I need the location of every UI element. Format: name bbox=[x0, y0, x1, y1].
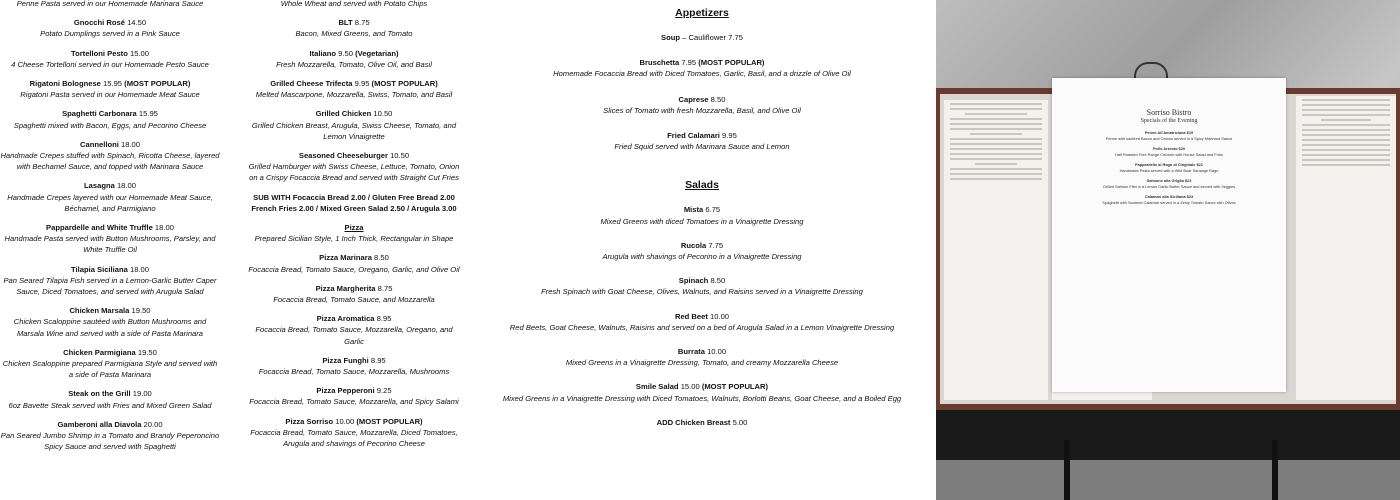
menu-item-name: Cannelloni bbox=[80, 139, 119, 149]
menu-item-header bbox=[0, 305, 220, 316]
menu-item-price: 8.50 bbox=[374, 253, 389, 263]
menu-item-name: Burrata bbox=[677, 347, 705, 357]
menu-item-name: BLT bbox=[338, 18, 353, 28]
menu-item-header bbox=[500, 32, 904, 43]
menu-item-header bbox=[246, 355, 462, 366]
special-description: Spaghetti with Sauteed Calamari served in a Zesty Tomato Sauce with Olives bbox=[1102, 199, 1236, 205]
left-menu-sheet bbox=[944, 100, 1048, 400]
menu-item-name: Seasoned Cheeseburger bbox=[298, 151, 388, 161]
menu-item-price: 8.95 bbox=[370, 355, 386, 365]
menu-item-name: Tilapia Siciliana bbox=[71, 264, 128, 274]
menu-item-description: Grilled Hamburger with Swiss Cheese, Lettuce, Tomato, Onion on a Crispy Focaccia Bread and served with Straight Cut Fries bbox=[248, 162, 460, 183]
menu-item-price: 19.50 bbox=[137, 347, 157, 357]
menu-item-header bbox=[500, 57, 904, 68]
salads-list bbox=[500, 204, 904, 428]
menu-item bbox=[246, 108, 462, 142]
menu-item-price: 10.00 bbox=[335, 416, 355, 426]
menu-item-name: Pizza Aromatica bbox=[316, 314, 375, 324]
menu-item-description: Focaccia Bread, Tomato Sauce, Mozzarella, and Spicy Salami bbox=[249, 397, 459, 407]
menu-item-name: Pizza bbox=[344, 223, 364, 233]
menu-item bbox=[0, 419, 220, 453]
menu-item-header bbox=[0, 108, 220, 119]
menu-item-price: 9.95 bbox=[354, 79, 370, 89]
menu-column-pasta-entrees bbox=[0, 0, 220, 461]
appetizers-list bbox=[500, 32, 904, 152]
menu-item-name: Pizza Sorriso bbox=[285, 416, 334, 426]
menu-item-description: Mixed Greens with diced Tomatoes in a Vinaigrette Dressing bbox=[600, 216, 804, 226]
menu-item-price: 9.50 bbox=[338, 48, 353, 58]
menu-column-sandwiches-pizza bbox=[246, 0, 462, 457]
menu-stand bbox=[936, 410, 1400, 460]
menu-item-description: Focaccia Bread, Tomato Sauce, Oregano, Garlic, and Olive Oil bbox=[248, 264, 460, 274]
special-description: Grilled Salmon Filet in a Lemon Garlic Butter Sauce and served with Veggies bbox=[1102, 183, 1236, 189]
menu-item-header bbox=[500, 204, 904, 215]
menu-item-header bbox=[500, 94, 904, 105]
menu-item-price: 7.75 bbox=[708, 240, 724, 250]
menu-item-header bbox=[500, 240, 904, 251]
menu-item-name: Red Beet bbox=[674, 311, 708, 321]
menu-item-price: 9.95 bbox=[722, 131, 737, 141]
menu-item-tag: (MOST POPULAR) bbox=[371, 79, 438, 89]
menu-item-header bbox=[246, 385, 462, 396]
special-name: Pollo Arrosto $20 bbox=[1152, 146, 1186, 151]
menu-item bbox=[0, 108, 220, 130]
menu-item-description: Whole Wheat and served with Potato Chips bbox=[280, 0, 428, 8]
menu-item-description: Grilled Chicken Breast, Arugula, Swiss Cheese, Tomato, and Lemon Vinaigrette bbox=[251, 120, 457, 141]
menu-item bbox=[500, 417, 904, 428]
menu-item-description: Focaccia Bread, Tomato Sauce, Mozzarella, Oregano, and Garlic bbox=[255, 325, 453, 346]
menu-item-price: 10.50 bbox=[373, 109, 393, 119]
menu-item-header bbox=[246, 108, 462, 119]
menu-item-name: Chicken Marsala bbox=[69, 306, 130, 316]
menu-item-price: 18.00 bbox=[129, 264, 149, 274]
menu-item-header bbox=[246, 313, 462, 324]
menu-item-price: 6.75 bbox=[705, 205, 721, 215]
menu-item-header bbox=[500, 417, 904, 428]
menu-item-header bbox=[246, 416, 462, 427]
salads-section-title: Salads bbox=[685, 179, 719, 192]
menu-item-price: 10.50 bbox=[390, 151, 410, 161]
menu-item-price: 15.95 bbox=[103, 79, 123, 89]
menu-item-header bbox=[246, 48, 462, 59]
menu-item-description: Fresh Spinach with Goat Cheese, Olives, Walnuts, and Raisins served in a Vinaigrette Dressing bbox=[541, 287, 863, 297]
menu-item-description: Slices of Tomato with fresh Mozzarella, Basil, and Olive Oil bbox=[603, 105, 801, 115]
special-name: Calamari alla Siciliana $23 bbox=[1144, 194, 1194, 199]
menu-item-price: 8.50 bbox=[710, 276, 726, 286]
special-item bbox=[1052, 178, 1286, 189]
menu-item-description: Handmade Crepes layered with our Homemade Meat Sauce, Béchamel, and Parmigiano bbox=[7, 192, 213, 213]
menu-item-header bbox=[246, 150, 462, 161]
menu-item-price: 15.00 bbox=[129, 48, 149, 58]
menu-item bbox=[246, 416, 462, 450]
menu-item bbox=[0, 264, 220, 298]
menu-item-tag: (MOST POPULAR) bbox=[698, 58, 765, 68]
menu-item-name: Steak on the Grill bbox=[68, 389, 131, 399]
menu-item-header bbox=[0, 222, 220, 233]
special-name: Salmone alla Griglia $23 bbox=[1146, 178, 1192, 183]
specials-sheet-title: Sorriso Bistro bbox=[1146, 108, 1192, 117]
menu-item-name: Fried Calamari bbox=[667, 131, 720, 141]
menu-item bbox=[500, 381, 904, 403]
restaurant-menu-photo bbox=[936, 0, 1400, 500]
menu-item-header bbox=[500, 346, 904, 357]
menu-item-price: 7.95 bbox=[681, 58, 697, 68]
menu-item bbox=[500, 130, 904, 152]
menu-item bbox=[0, 305, 220, 339]
special-name: Penne All'Amatriciana $19 bbox=[1144, 130, 1194, 135]
menu-item-name: Soup bbox=[661, 33, 681, 42]
menu-item-tag: (MOST POPULAR) bbox=[356, 416, 423, 426]
special-item bbox=[1052, 162, 1286, 173]
menu-item-header bbox=[0, 139, 220, 150]
menu-item bbox=[246, 17, 462, 39]
menu-item bbox=[500, 240, 904, 262]
menu-item-description: Pan Seared Tilapia Fish served in a Lemon-Garlic Butter Caper Sauce, Diced Tomatoes, and served with Arugula Salad bbox=[3, 275, 217, 297]
menu-item-header bbox=[500, 130, 904, 141]
menu-item-header bbox=[500, 311, 904, 322]
special-name: Pappardelle al Ragu di Cinghiale $21 bbox=[1135, 162, 1203, 167]
menu-item bbox=[246, 48, 462, 70]
menu-item-description: Handmade Crepes stuffed with Spinach, Ricotta Cheese, layered with Bechamel Sauce, and topped with Marinara Sauce bbox=[0, 151, 220, 172]
menu-sub-options: SUB WITH Focaccia Bread 2.00 / Gluten Free Bread 2.00 French Fries 2.00 / Mixed Green Salad 2.50 / Arugula 3.00 bbox=[251, 192, 457, 213]
menu-item-name: Lasagna bbox=[84, 181, 115, 191]
menu-item bbox=[0, 139, 220, 173]
menu-item-header bbox=[0, 388, 220, 399]
menu-item-header bbox=[246, 78, 462, 89]
menu-item-description: Prepared Sicilian Style, 1 Inch Thick, Rectangular in Shape bbox=[254, 234, 454, 244]
menu-item-price: 18.00 bbox=[120, 139, 140, 149]
menu-item-description: Mixed Greens in a Vinaigrette Dressing, Tomato, and creamy Mozzarella Cheese bbox=[565, 358, 839, 368]
menu-item-name: Pappardelle and White Truffle bbox=[46, 223, 153, 233]
menu-item-name: Grilled Cheese Trifecta bbox=[270, 79, 353, 89]
menu-item-header bbox=[0, 180, 220, 191]
menu-item bbox=[500, 311, 904, 333]
menu-item-description: Melted Mascarpone, Mozzarella, Swiss, Tomato, and Basil bbox=[255, 90, 453, 100]
menu-item-price: 18.00 bbox=[116, 181, 136, 191]
menu-item bbox=[246, 313, 462, 347]
menu-item-description: Fried Squid served with Marinara Sauce and Lemon bbox=[614, 142, 790, 152]
menu-item-header bbox=[0, 264, 220, 275]
menu-item bbox=[246, 252, 462, 274]
menu-item-header bbox=[500, 381, 904, 392]
menu-item-name: Pizza Marinara bbox=[319, 253, 372, 263]
menu-item-name: Spinach bbox=[678, 276, 709, 286]
special-item bbox=[1052, 194, 1286, 205]
menu-item-price: 8.95 bbox=[376, 314, 392, 324]
menu-item-name: Pizza Pepperoni bbox=[316, 386, 375, 396]
menu-item-price: 9.25 bbox=[376, 386, 392, 396]
menu-item-price: 15.95 bbox=[138, 109, 158, 119]
menu-item-price: 10.00 bbox=[710, 311, 730, 321]
menu-item-description: Focaccia Bread, Tomato Sauce, and Mozzarella bbox=[273, 295, 435, 305]
menu-item-description: Chicken Scaloppine prepared Parmigiana Style and served with a side of Pasta Marinara bbox=[2, 359, 218, 380]
menu-item-price: 18.00 bbox=[154, 223, 174, 233]
special-description: Penne with sautéed Bacon and Onions served in a Spicy Marinara Sauce bbox=[1105, 135, 1233, 141]
menu-item-name: Italiano bbox=[309, 48, 337, 58]
menu-item-price: 5.00 bbox=[732, 417, 748, 427]
menu-item-description: Bacon, Mixed Greens, and Tomato bbox=[295, 29, 413, 39]
menu-item bbox=[246, 222, 462, 244]
menu-item bbox=[0, 78, 220, 100]
specials-list bbox=[1052, 130, 1286, 205]
menu-item bbox=[246, 355, 462, 377]
menu-item bbox=[246, 78, 462, 100]
menu-item-name: Chicken Parmigiana bbox=[63, 347, 136, 357]
menu-item bbox=[246, 0, 462, 9]
menu-item-description: Penne Pasta served in our Homemade Marinara Sauce bbox=[16, 0, 204, 8]
menu-item bbox=[500, 57, 904, 79]
stand-leg-left bbox=[1064, 440, 1070, 500]
menu-item bbox=[500, 32, 904, 43]
menu-item bbox=[500, 346, 904, 368]
menu-item-price: 8.75 bbox=[354, 18, 370, 28]
menu-item-name: Gnocchi Rosé bbox=[73, 18, 125, 28]
menu-item-name: Grilled Chicken bbox=[315, 109, 372, 119]
menu-item bbox=[500, 275, 904, 297]
menu-item bbox=[0, 222, 220, 256]
menu-item-price: 14.50 bbox=[127, 18, 147, 28]
menu-item-name: Caprese bbox=[678, 94, 709, 104]
menu-item-description: Spaghetti mixed with Bacon, Eggs, and Pecorino Cheese bbox=[13, 120, 207, 130]
menu-item-description: Rigatoni Pasta served in our Homemade Meat Sauce bbox=[20, 90, 200, 100]
menu-item-header bbox=[500, 275, 904, 286]
menu-item-description: Focaccia Bread, Tomato Sauce, Mozzarella, Mushrooms bbox=[258, 367, 450, 377]
menu-item-description: 6oz Bavette Steak served with Fries and Mixed Green Salad bbox=[8, 400, 212, 410]
menu-item-description: Focaccia Bread, Tomato Sauce, Mozzarella, Diced Tomatoes, Arugula and shavings of Pecorino Cheese bbox=[250, 427, 458, 449]
pavement bbox=[936, 460, 1400, 500]
specials-sheet bbox=[1052, 78, 1286, 392]
special-description: Handmade Pasta served with a Wild Boar Sausage Ragu bbox=[1119, 167, 1219, 173]
menu-item bbox=[500, 94, 904, 116]
menu-item-name: Smile Salad bbox=[635, 382, 679, 392]
menu-item bbox=[0, 48, 220, 70]
menu-item bbox=[246, 385, 462, 407]
specials-sheet-subtitle: Specials of the Evening bbox=[1140, 118, 1198, 124]
menu-item-name: Tortelloni Pesto bbox=[71, 48, 128, 58]
menu-item-description: Red Beets, Goat Cheese, Walnuts, Raisins and served on a bed of Arugula Salad in a Lemon Vinaigrette Dressing bbox=[509, 322, 895, 332]
menu-item-header bbox=[0, 347, 220, 358]
menu-item-name: Mista bbox=[683, 205, 704, 215]
stand-leg-right bbox=[1272, 440, 1278, 500]
menu-item-price: 19.50 bbox=[131, 306, 151, 316]
menu-item-description: Pan Seared Jumbo Shrimp in a Tomato and Brandy Peperoncino Spicy Sauce and served with Spaghetti bbox=[0, 431, 220, 452]
menu-item bbox=[500, 204, 904, 226]
menu-item bbox=[0, 180, 220, 214]
right-menu-sheet bbox=[1296, 96, 1396, 400]
menu-item-price: 8.75 bbox=[377, 283, 393, 293]
menu-item-header bbox=[0, 78, 220, 89]
menu-item-name: Rigatoni Bolognese bbox=[29, 79, 101, 89]
special-item bbox=[1052, 130, 1286, 141]
menu-item-name: Spaghetti Carbonara bbox=[62, 109, 137, 119]
menu-item-header bbox=[246, 283, 462, 294]
menu-item-price: – Cauliflower 7.75 bbox=[682, 33, 743, 42]
menu-item-header bbox=[246, 17, 462, 28]
appetizers-section-title: Appetizers bbox=[675, 7, 729, 19]
menu-item-name: Pizza Funghi bbox=[322, 355, 369, 365]
menu-item-name: Rucola bbox=[680, 240, 707, 250]
menu-item-header bbox=[0, 419, 220, 430]
menu-item-name: Bruschetta bbox=[639, 58, 680, 68]
menu-item bbox=[246, 192, 462, 214]
menu-item-header bbox=[0, 48, 220, 59]
menu-item-tag: (MOST POPULAR) bbox=[124, 79, 191, 89]
menu-item bbox=[0, 17, 220, 39]
menu-item bbox=[0, 388, 220, 410]
menu-item-header bbox=[0, 17, 220, 28]
menu-item-description: Arugula with shavings of Pecorino in a Vinaigrette Dressing bbox=[602, 252, 802, 262]
menu-item-description: Homemade Focaccia Bread with Diced Tomatoes, Garlic, Basil, and a drizzle of Olive Oil bbox=[553, 69, 851, 79]
menu-item bbox=[246, 283, 462, 305]
menu-item bbox=[0, 0, 220, 9]
menu-item-description: Chicken Scaloppine sautéed with Button Mushrooms and Marsala Wine and served with a side of Pasta Marinara bbox=[13, 317, 207, 338]
menu-item-description: Potato Dumplings served in a Pink Sauce bbox=[40, 29, 180, 39]
menu-item-price: 8.50 bbox=[710, 94, 726, 104]
special-item bbox=[1052, 146, 1286, 157]
menu-item-name: Gamberoni alla Diavola bbox=[57, 419, 142, 429]
menu-item-name: Pizza Margherita bbox=[315, 283, 376, 293]
menu-item bbox=[246, 150, 462, 184]
menu-item-price: 20.00 bbox=[143, 419, 163, 429]
menu-item-header bbox=[246, 252, 462, 263]
menu-item-price: 15.00 bbox=[680, 382, 700, 392]
menu-item-tag: (MOST POPULAR) bbox=[701, 382, 769, 392]
menu-item-tag: (Vegetarian) bbox=[355, 48, 399, 58]
menu-item-description: Handmade Pasta served with Button Mushrooms, Parsley, and White Truffle Oil bbox=[4, 234, 216, 255]
special-description: Half Roasted Free Range Chicken with House Salad and Fries bbox=[1115, 151, 1223, 157]
menu-item-price: 10.00 bbox=[707, 347, 727, 357]
menu-item-header bbox=[246, 222, 462, 233]
menu-column-appetizers-salads bbox=[500, 2, 904, 441]
menu-item-description: Fresh Mozzarella, Tomato, Olive Oil, and Basil bbox=[276, 59, 432, 69]
menu-item-name: ADD Chicken Breast bbox=[656, 417, 731, 427]
menu-item bbox=[0, 347, 220, 381]
menu-item-description: Mixed Greens in a Vinaigrette Dressing with Diced Tomatoes, Walnuts, Borlotti Beans, Goat Cheese, and a Boiled Egg bbox=[502, 393, 902, 403]
menu-item-price: 19.00 bbox=[132, 389, 152, 399]
menu-item-description: 4 Cheese Tortelloni served in our Homemade Pesto Sauce bbox=[11, 59, 209, 69]
